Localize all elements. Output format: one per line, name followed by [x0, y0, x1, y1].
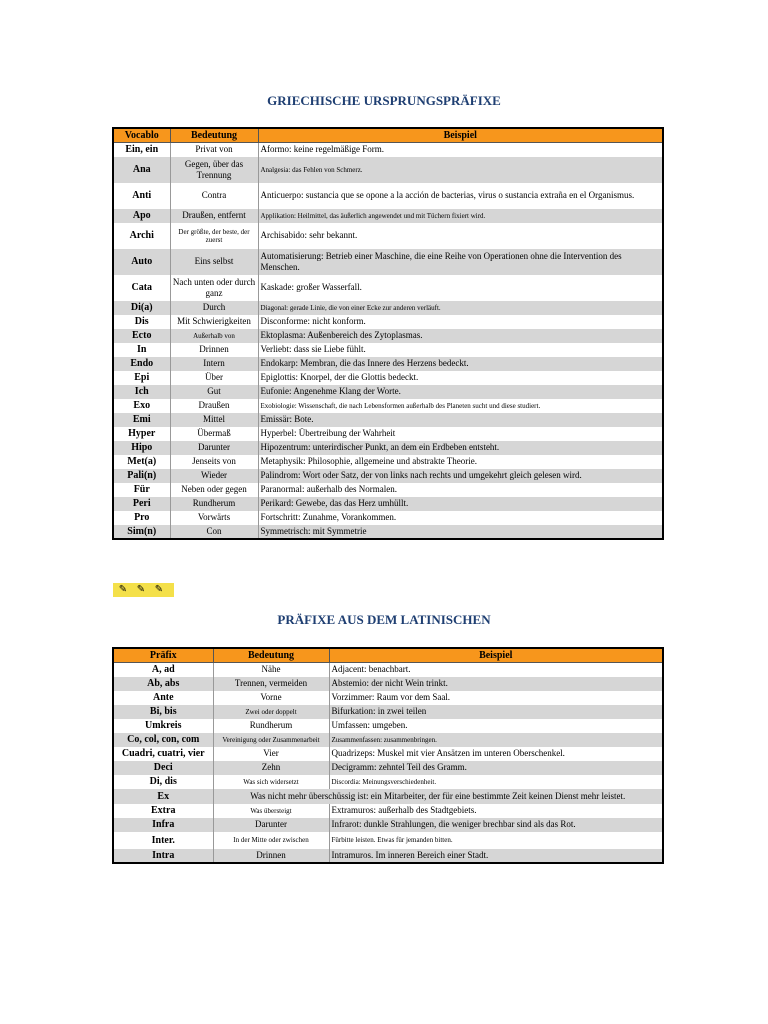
- table-header-row: [113, 128, 663, 143]
- prefix-cell: Ich: [113, 385, 170, 399]
- table-row: [113, 329, 663, 343]
- table-row: [113, 413, 663, 427]
- table-row: [113, 143, 663, 157]
- column-header-vocablo: Vocablo: [113, 128, 170, 143]
- example-cell: Fürbitte leisten. Etwas für jemanden bitten.: [329, 832, 663, 849]
- merged-cell: Was nicht mehr überschüssig ist: ein Mitarbeiter, der für eine bestimmte Zeit keinen Dienst mehr leistet.: [213, 789, 663, 804]
- table-header-row: [113, 648, 663, 663]
- greek-prefixes-title: GRIECHISCHE URSPRUNGSPRÄFIXE: [267, 93, 501, 108]
- meaning-cell: Drinnen: [170, 343, 258, 357]
- table-row: [113, 705, 663, 719]
- example-cell: Paranormal: außerhalb des Normalen.: [258, 483, 663, 497]
- example-cell: Infrarot: dunkle Strahlungen, die weniger brechbar sind als das Rot.: [329, 818, 663, 832]
- meaning-cell: Wieder: [170, 469, 258, 483]
- table-row: [113, 761, 663, 775]
- table-row: [113, 733, 663, 747]
- example-cell: Adjacent: benachbart.: [329, 663, 663, 677]
- example-cell: Epiglottis: Knorpel, der die Glottis bedeckt.: [258, 371, 663, 385]
- table-row: [113, 441, 663, 455]
- meaning-cell: Nach unten oder durch ganz: [170, 275, 258, 301]
- table-row: [113, 818, 663, 832]
- meaning-cell: Außerhalb von: [170, 329, 258, 343]
- table-row: [113, 719, 663, 733]
- table-row: [113, 469, 663, 483]
- example-cell: Exobiologie: Wissenschaft, die nach Lebensformen außerhalb des Planeten sucht und diese studiert.: [258, 399, 663, 413]
- prefix-cell: Pro: [113, 511, 170, 525]
- prefix-cell: Apo: [113, 209, 170, 223]
- example-cell: Diagonal: gerade Linie, die von einer Ecke zur anderen verläuft.: [258, 301, 663, 315]
- meaning-cell: Gegen, über das Trennung: [170, 157, 258, 183]
- table-row: [113, 427, 663, 441]
- table-row: [113, 663, 663, 677]
- table-row: [113, 691, 663, 705]
- meaning-cell: Jenseits von: [170, 455, 258, 469]
- example-cell: Analgesia: das Fehlen von Schmerz.: [258, 157, 663, 183]
- meaning-cell: Über: [170, 371, 258, 385]
- prefix-cell: Met(a): [113, 455, 170, 469]
- column-header-praefix: Präfix: [113, 648, 213, 663]
- example-cell: Automatisierung: Betrieb einer Maschine, die eine Reihe von Operationen ohne die Intervention des Menschen.: [258, 249, 663, 275]
- meaning-cell: Zehn: [213, 761, 329, 775]
- table-row: [113, 157, 663, 183]
- meaning-cell: Darunter: [170, 441, 258, 455]
- column-header-beispiel: Beispiel: [258, 128, 663, 143]
- table-row: [113, 209, 663, 223]
- prefix-cell: Inter.: [113, 832, 213, 849]
- table-row: [113, 747, 663, 761]
- example-cell: Applikation: Heilmittel, das äußerlich angewendet und mit Tüchern fixiert wird.: [258, 209, 663, 223]
- table-row: [113, 385, 663, 399]
- pencil-note-icon: ✎: [136, 584, 146, 595]
- example-cell: Umfassen: umgeben.: [329, 719, 663, 733]
- example-cell: Zusammenfassen: zusammenbringen.: [329, 733, 663, 747]
- example-cell: Palindrom: Wort oder Satz, der von links nach rechts und umgekehrt gleich gelesen wird.: [258, 469, 663, 483]
- prefix-cell: Infra: [113, 818, 213, 832]
- example-cell: Archisabido: sehr bekannt.: [258, 223, 663, 249]
- example-cell: Disconforme: nicht konform.: [258, 315, 663, 329]
- meaning-cell: Intern: [170, 357, 258, 371]
- example-cell: Verliebt: dass sie Liebe fühlt.: [258, 343, 663, 357]
- prefix-cell: Hyper: [113, 427, 170, 441]
- table-row: [113, 183, 663, 209]
- table-row: [113, 497, 663, 511]
- column-header-bedeutung: Bedeutung: [213, 648, 329, 663]
- meaning-cell: Darunter: [213, 818, 329, 832]
- meaning-cell: Mittel: [170, 413, 258, 427]
- example-cell: Intramuros. Im inneren Bereich einer Stadt.: [329, 849, 663, 863]
- column-header-bedeutung: Bedeutung: [170, 128, 258, 143]
- table-row: [113, 525, 663, 539]
- meaning-cell: Eins selbst: [170, 249, 258, 275]
- latin-prefix-table: [112, 647, 664, 864]
- example-cell: Abstemio: der nicht Wein trinkt.: [329, 677, 663, 691]
- table-row: [113, 223, 663, 249]
- prefix-cell: Für: [113, 483, 170, 497]
- column-header-beispiel: Beispiel: [329, 648, 663, 663]
- example-cell: Metaphysik: Philosophie, allgemeine und abstrakte Theorie.: [258, 455, 663, 469]
- meaning-cell: Was übersteigt: [213, 804, 329, 818]
- meaning-cell: Vier: [213, 747, 329, 761]
- table-row: [113, 511, 663, 525]
- decorative-icon-strip: [113, 583, 174, 597]
- table-row: [113, 455, 663, 469]
- table-row: [113, 789, 663, 804]
- prefix-cell: Bi, bis: [113, 705, 213, 719]
- table-row: [113, 849, 663, 863]
- example-cell: Decigramm: zehntel Teil des Gramm.: [329, 761, 663, 775]
- example-cell: Endokarp: Membran, die das Innere des Herzens bedeckt.: [258, 357, 663, 371]
- meaning-cell: Mit Schwierigkeiten: [170, 315, 258, 329]
- prefix-cell: Umkreis: [113, 719, 213, 733]
- table-row: [113, 301, 663, 315]
- prefix-cell: Exo: [113, 399, 170, 413]
- prefix-cell: In: [113, 343, 170, 357]
- prefix-cell: Dis: [113, 315, 170, 329]
- example-cell: Symmetrisch: mit Symmetrie: [258, 525, 663, 539]
- prefix-cell: Hipo: [113, 441, 170, 455]
- table-row: [113, 804, 663, 818]
- table-row: [113, 249, 663, 275]
- meaning-cell: Rundherum: [213, 719, 329, 733]
- table-row: [113, 775, 663, 789]
- prefix-cell: Auto: [113, 249, 170, 275]
- meaning-cell: Contra: [170, 183, 258, 209]
- table-row: [113, 315, 663, 329]
- example-cell: Hipozentrum: unterirdischer Punkt, an dem ein Erdbeben entsteht.: [258, 441, 663, 455]
- table-row: [113, 483, 663, 497]
- example-cell: Quadrizeps: Muskel mit vier Ansätzen im unteren Oberschenkel.: [329, 747, 663, 761]
- prefix-cell: Pali(n): [113, 469, 170, 483]
- prefix-cell: Ex: [113, 789, 213, 804]
- table-row: [113, 371, 663, 385]
- example-cell: Aformo: keine regelmäßige Form.: [258, 143, 663, 157]
- latin-prefixes-title: PRÄFIXE AUS DEM LATINISCHEN: [277, 612, 491, 627]
- example-cell: Fortschritt: Zunahme, Vorankommen.: [258, 511, 663, 525]
- example-cell: Ektoplasma: Außenbereich des Zytoplasmas.: [258, 329, 663, 343]
- prefix-cell: Ein, ein: [113, 143, 170, 157]
- example-cell: Hyperbel: Übertreibung der Wahrheit: [258, 427, 663, 441]
- prefix-cell: Di(a): [113, 301, 170, 315]
- meaning-cell: Durch: [170, 301, 258, 315]
- prefix-cell: Epi: [113, 371, 170, 385]
- prefix-cell: Di, dis: [113, 775, 213, 789]
- prefix-cell: Intra: [113, 849, 213, 863]
- meaning-cell: Vorne: [213, 691, 329, 705]
- prefix-cell: A, ad: [113, 663, 213, 677]
- prefix-cell: Endo: [113, 357, 170, 371]
- table-row: [113, 832, 663, 849]
- meaning-cell: Trennen, vermeiden: [213, 677, 329, 691]
- meaning-cell: Rundherum: [170, 497, 258, 511]
- table-row: [113, 343, 663, 357]
- prefix-cell: Ana: [113, 157, 170, 183]
- prefix-cell: Ante: [113, 691, 213, 705]
- meaning-cell: Vereinigung oder Zusammenarbeit: [213, 733, 329, 747]
- prefix-cell: Anti: [113, 183, 170, 209]
- meaning-cell: Privat von: [170, 143, 258, 157]
- meaning-cell: Nähe: [213, 663, 329, 677]
- meaning-cell: Übermaß: [170, 427, 258, 441]
- table-row: [113, 275, 663, 301]
- meaning-cell: Draußen, entfernt: [170, 209, 258, 223]
- meaning-cell: Gut: [170, 385, 258, 399]
- example-cell: Perikard: Gewebe, das das Herz umhüllt.: [258, 497, 663, 511]
- meaning-cell: Was sich widersetzt: [213, 775, 329, 789]
- meaning-cell: Zwei oder doppelt: [213, 705, 329, 719]
- prefix-cell: Archi: [113, 223, 170, 249]
- pencil-note-icon: ✎: [118, 584, 128, 595]
- example-cell: Emissär: Bote.: [258, 413, 663, 427]
- prefix-cell: Extra: [113, 804, 213, 818]
- prefix-cell: Sim(n): [113, 525, 170, 539]
- table-row: [113, 399, 663, 413]
- meaning-cell: Draußen: [170, 399, 258, 413]
- prefix-cell: Co, col, con, com: [113, 733, 213, 747]
- prefix-cell: Ecto: [113, 329, 170, 343]
- table-row: [113, 357, 663, 371]
- prefix-cell: Cuadri, cuatri, vier: [113, 747, 213, 761]
- prefix-cell: Peri: [113, 497, 170, 511]
- meaning-cell: In der Mitte oder zwischen: [213, 832, 329, 849]
- meaning-cell: Con: [170, 525, 258, 539]
- prefix-cell: Cata: [113, 275, 170, 301]
- example-cell: Kaskade: großer Wasserfall.: [258, 275, 663, 301]
- prefix-cell: Deci: [113, 761, 213, 775]
- prefix-cell: Emi: [113, 413, 170, 427]
- example-cell: Discordia: Meinungsverschiedenheit.: [329, 775, 663, 789]
- example-cell: Anticuerpo: sustancia que se opone a la acción de bacterias, virus o sustancia extraña en el Organismus.: [258, 183, 663, 209]
- pencil-note-icon: ✎: [154, 584, 164, 595]
- meaning-cell: Der größte, der beste, der zuerst: [170, 223, 258, 249]
- example-cell: Vorzimmer: Raum vor dem Saal.: [329, 691, 663, 705]
- meaning-cell: Vorwärts: [170, 511, 258, 525]
- greek-prefix-table: [112, 127, 664, 540]
- example-cell: Extramuros: außerhalb des Stadtgebiets.: [329, 804, 663, 818]
- example-cell: Eufonie: Angenehme Klang der Worte.: [258, 385, 663, 399]
- example-cell: Bifurkation: in zwei teilen: [329, 705, 663, 719]
- meaning-cell: Drinnen: [213, 849, 329, 863]
- prefix-cell: Ab, abs: [113, 677, 213, 691]
- meaning-cell: Neben oder gegen: [170, 483, 258, 497]
- table-row: [113, 677, 663, 691]
